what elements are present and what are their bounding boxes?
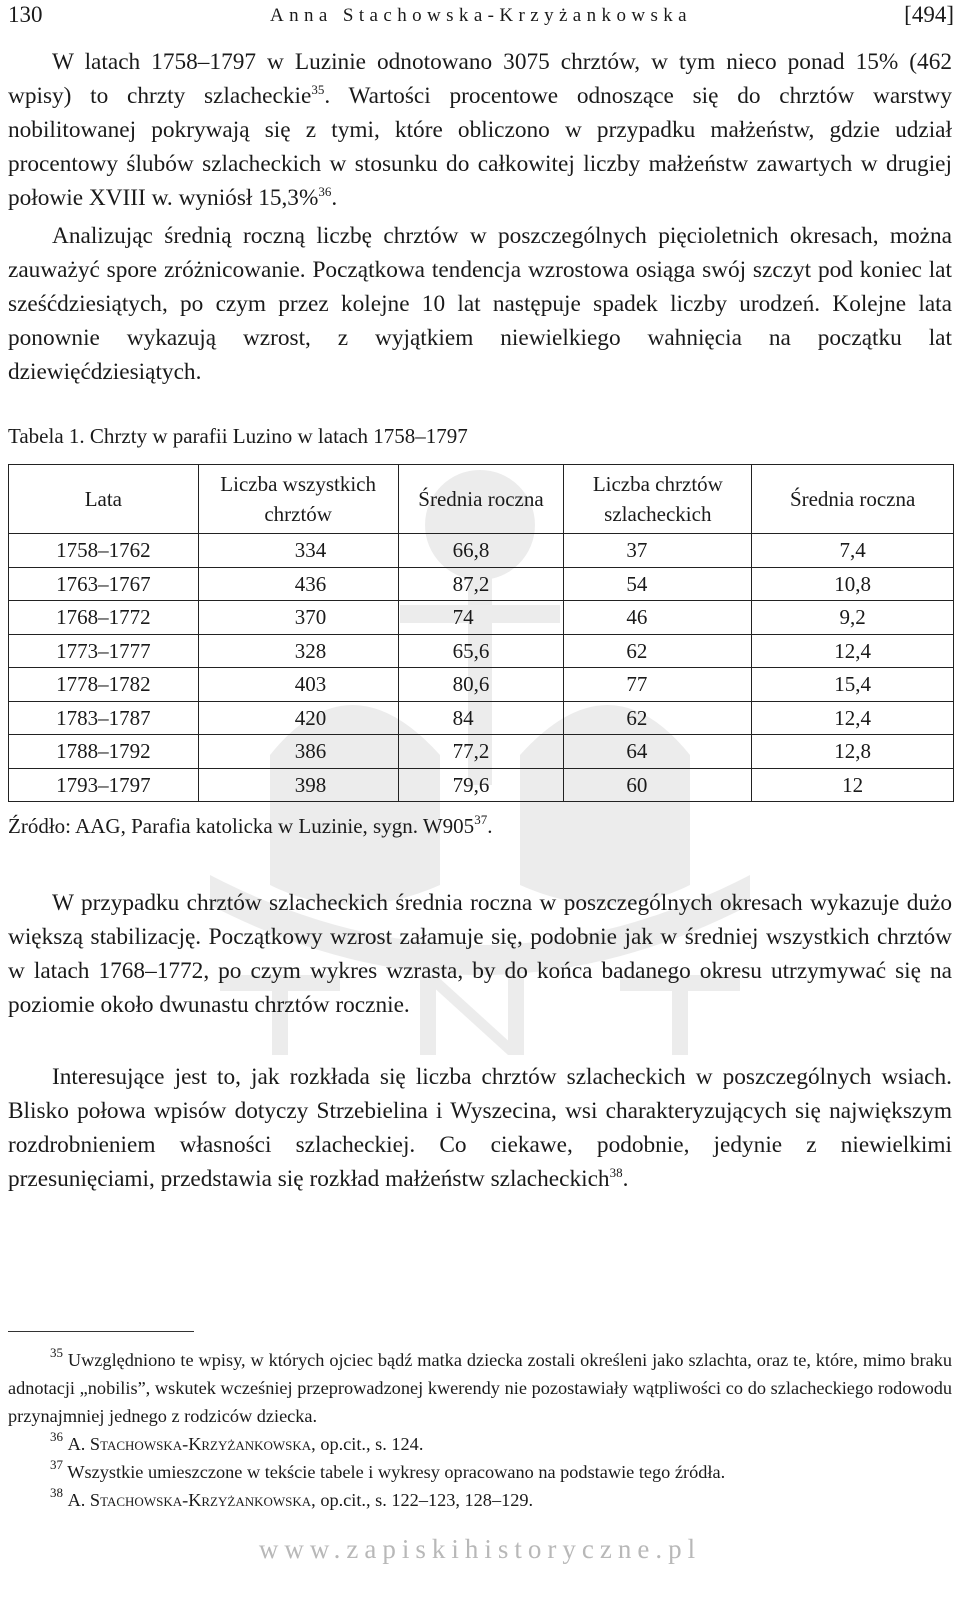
- cell-noble-baptisms: 62: [564, 634, 752, 668]
- table-row: [9, 701, 954, 735]
- table-row: [9, 634, 954, 668]
- table-row: [9, 668, 954, 702]
- cell-annual-average: 80,6: [398, 668, 564, 702]
- footnote-35: [8, 1346, 952, 1430]
- footnote-number: 36: [50, 1429, 63, 1444]
- table-row: [9, 735, 954, 769]
- footnote-ref-38[interactable]: 38: [609, 1165, 623, 1180]
- footnote-37: [8, 1458, 952, 1486]
- footnote-number: 37: [50, 1457, 63, 1472]
- paragraph-4-text-b: .: [622, 1166, 629, 1192]
- cell-noble-baptisms: 60: [564, 768, 752, 802]
- table-source-text: Źródło: AAG, Parafia katolicka w Luzinie, sygn. W905: [8, 814, 475, 838]
- table-source: [8, 814, 492, 839]
- paragraph-4: [8, 1060, 952, 1196]
- paragraph-3: W przypadku chrztów szlacheckich średnia roczna w poszczególnych okresach wykazuje dużo większą stabilizację. Początkowy wzrost załamuje się, podobnie jak w średniej wszystkich chrztów w latach 1768–1772, po czym wykres wzrasta, by do końca badanego okresu utrzymywać się na poziomie około dwunastu chrztów rocznie.: [8, 890, 952, 1018]
- cell-all-baptisms: 403: [198, 668, 398, 702]
- table-header-row: [9, 465, 954, 534]
- cell-all-baptisms: 420: [198, 701, 398, 735]
- footnotes: [8, 1346, 952, 1514]
- cell-years: 1758–1762: [9, 534, 199, 568]
- footnote-ref-36[interactable]: 36: [318, 184, 332, 199]
- footnote-ref-35[interactable]: 35: [311, 82, 325, 97]
- cell-annual-average: 74: [398, 601, 564, 635]
- footnote-36: [8, 1430, 952, 1458]
- cell-noble-average: 9,2: [752, 601, 954, 635]
- header-noble-baptisms: Liczba chrztów szlacheckich: [564, 465, 752, 534]
- paragraph-1-text-c: .: [331, 185, 338, 211]
- footnote-text: , op.cit., s. 122–123, 128–129.: [311, 1490, 534, 1510]
- running-header: [8, 2, 954, 34]
- cell-noble-average: 12: [752, 768, 954, 802]
- footnote-ref-37[interactable]: 37: [474, 812, 488, 827]
- table-row: [9, 601, 954, 635]
- paragraph-1-text-a: W latach 1758–1797 w Luzinie odnotowano 3075 chrztów, w tym nieco ponad 15% (462 wpisy) to chrzty szlacheckie: [8, 49, 952, 109]
- header-lata: Lata: [9, 465, 199, 534]
- cell-all-baptisms: 436: [198, 567, 398, 601]
- footnote-number: 35: [50, 1345, 63, 1360]
- cell-all-baptisms: 398: [198, 768, 398, 802]
- table-row: [9, 567, 954, 601]
- cell-noble-baptisms: 77: [564, 668, 752, 702]
- footnote-author: A. Stachowska-Krzyżankowska: [67, 1434, 312, 1454]
- cell-noble-average: 12,8: [752, 735, 954, 769]
- cell-noble-baptisms: 46: [564, 601, 752, 635]
- cell-noble-average: 7,4: [752, 534, 954, 568]
- cell-annual-average: 79,6: [398, 768, 564, 802]
- issue-marker: [494]: [904, 2, 954, 27]
- cell-years: 1788–1792: [9, 735, 199, 769]
- table-row: [9, 534, 954, 568]
- table-caption: Tabela 1. Chrzty w parafii Luzino w latach 1758–1797: [8, 424, 468, 448]
- cell-all-baptisms: 370: [198, 601, 398, 635]
- cell-annual-average: 77,2: [398, 735, 564, 769]
- cell-years: 1763–1767: [9, 567, 199, 601]
- cell-years: 1793–1797: [9, 768, 199, 802]
- baptisms-table: [8, 464, 954, 802]
- cell-noble-average: 10,8: [752, 567, 954, 601]
- cell-all-baptisms: 334: [198, 534, 398, 568]
- footnote-text: Wszystkie umieszczone w tekście tabele i wykresy opracowano na podstawie tego źródła.: [67, 1462, 726, 1482]
- header-annual-average: Średnia roczna: [398, 465, 564, 534]
- cell-noble-average: 12,4: [752, 634, 954, 668]
- cell-noble-average: 15,4: [752, 668, 954, 702]
- cell-noble-baptisms: 37: [564, 534, 752, 568]
- cell-annual-average: 87,2: [398, 567, 564, 601]
- cell-noble-baptisms: 54: [564, 567, 752, 601]
- running-header-author: Anna Stachowska-Krzyżankowska: [270, 5, 692, 26]
- header-all-baptisms: Liczba wszystkich chrztów: [198, 465, 398, 534]
- cell-annual-average: 65,6: [398, 634, 564, 668]
- footnote-38: [8, 1486, 952, 1514]
- cell-all-baptisms: 328: [198, 634, 398, 668]
- cell-years: 1778–1782: [9, 668, 199, 702]
- paragraph-1-text-b: . Wartości procentowe odnoszące się do chrztów warstwy nobilitowanej pokrywają się z tymi, które obliczono w przypadku małżeństw, gdzie udział procentowy ślubów szlacheckich w stosunku do całkowitej liczby małżeństw zawartych w drugiej połowie XVIII w. wyniósł 15,3%: [8, 83, 952, 211]
- footnote-text: Uwzględniono te wpisy, w których ojciec bądź matka dziecka zostali określeni jako szlachta, oraz te, które, mimo braku adnotacji „nobilis”, wskutek wcześniej przeprowadzonej kwerendy nie pozostawiały wątpliwości co do szlacheckiego rodowodu przynajmniej jednego z rodziców dziecka.: [8, 1350, 952, 1426]
- page-number: 130: [8, 2, 43, 27]
- paragraph-4-text-a: Interesujące jest to, jak rozkłada się liczba chrztów szlacheckich w poszczególnych wsiach. Blisko połowa wpisów dotyczy Strzebielina i Wyszecina, wsi charakteryzujących się największym rozdrobnieniem własności szlacheckiej. Co ciekawe, podobnie, jedynie z niewielkimi przesunięciami, przedstawia się rozkład małżeństw szlacheckich: [8, 1064, 952, 1192]
- cell-noble-baptisms: 62: [564, 701, 752, 735]
- cell-years: 1783–1787: [9, 701, 199, 735]
- footnote-divider: [8, 1331, 194, 1332]
- cell-all-baptisms: 386: [198, 735, 398, 769]
- cell-annual-average: 84: [398, 701, 564, 735]
- cell-annual-average: 66,8: [398, 534, 564, 568]
- cell-years: 1768–1772: [9, 601, 199, 635]
- header-noble-annual-average: Średnia roczna: [752, 465, 954, 534]
- cell-noble-baptisms: 64: [564, 735, 752, 769]
- footnote-text: , op.cit., s. 124.: [311, 1434, 424, 1454]
- cell-noble-average: 12,4: [752, 701, 954, 735]
- table-source-end: .: [487, 814, 493, 838]
- paragraph-1: [8, 45, 952, 215]
- footnote-author: A. Stachowska-Krzyżankowska: [67, 1490, 312, 1510]
- footer-website-link[interactable]: www.zapiskihistoryczne.pl: [258, 1534, 702, 1564]
- table-row: [9, 768, 954, 802]
- footnote-number: 38: [50, 1485, 63, 1500]
- cell-years: 1773–1777: [9, 634, 199, 668]
- paragraph-2: Analizując średnią roczną liczbę chrztów w poszczególnych pięcioletnich okresach, można zauważyć spore zróżnicowanie. Początkowa tendencja wzrostowa osiąga swój szczyt pod koniec lat sześćdziesiątych, po czym przez kolejne 10 lat następuje spadek liczby urodzeń. Kolejne lata ponownie wykazują wzrost, z wyjątkiem niewielkiego wahnięcia na początku lat dziewięćdziesiątych.: [8, 223, 952, 385]
